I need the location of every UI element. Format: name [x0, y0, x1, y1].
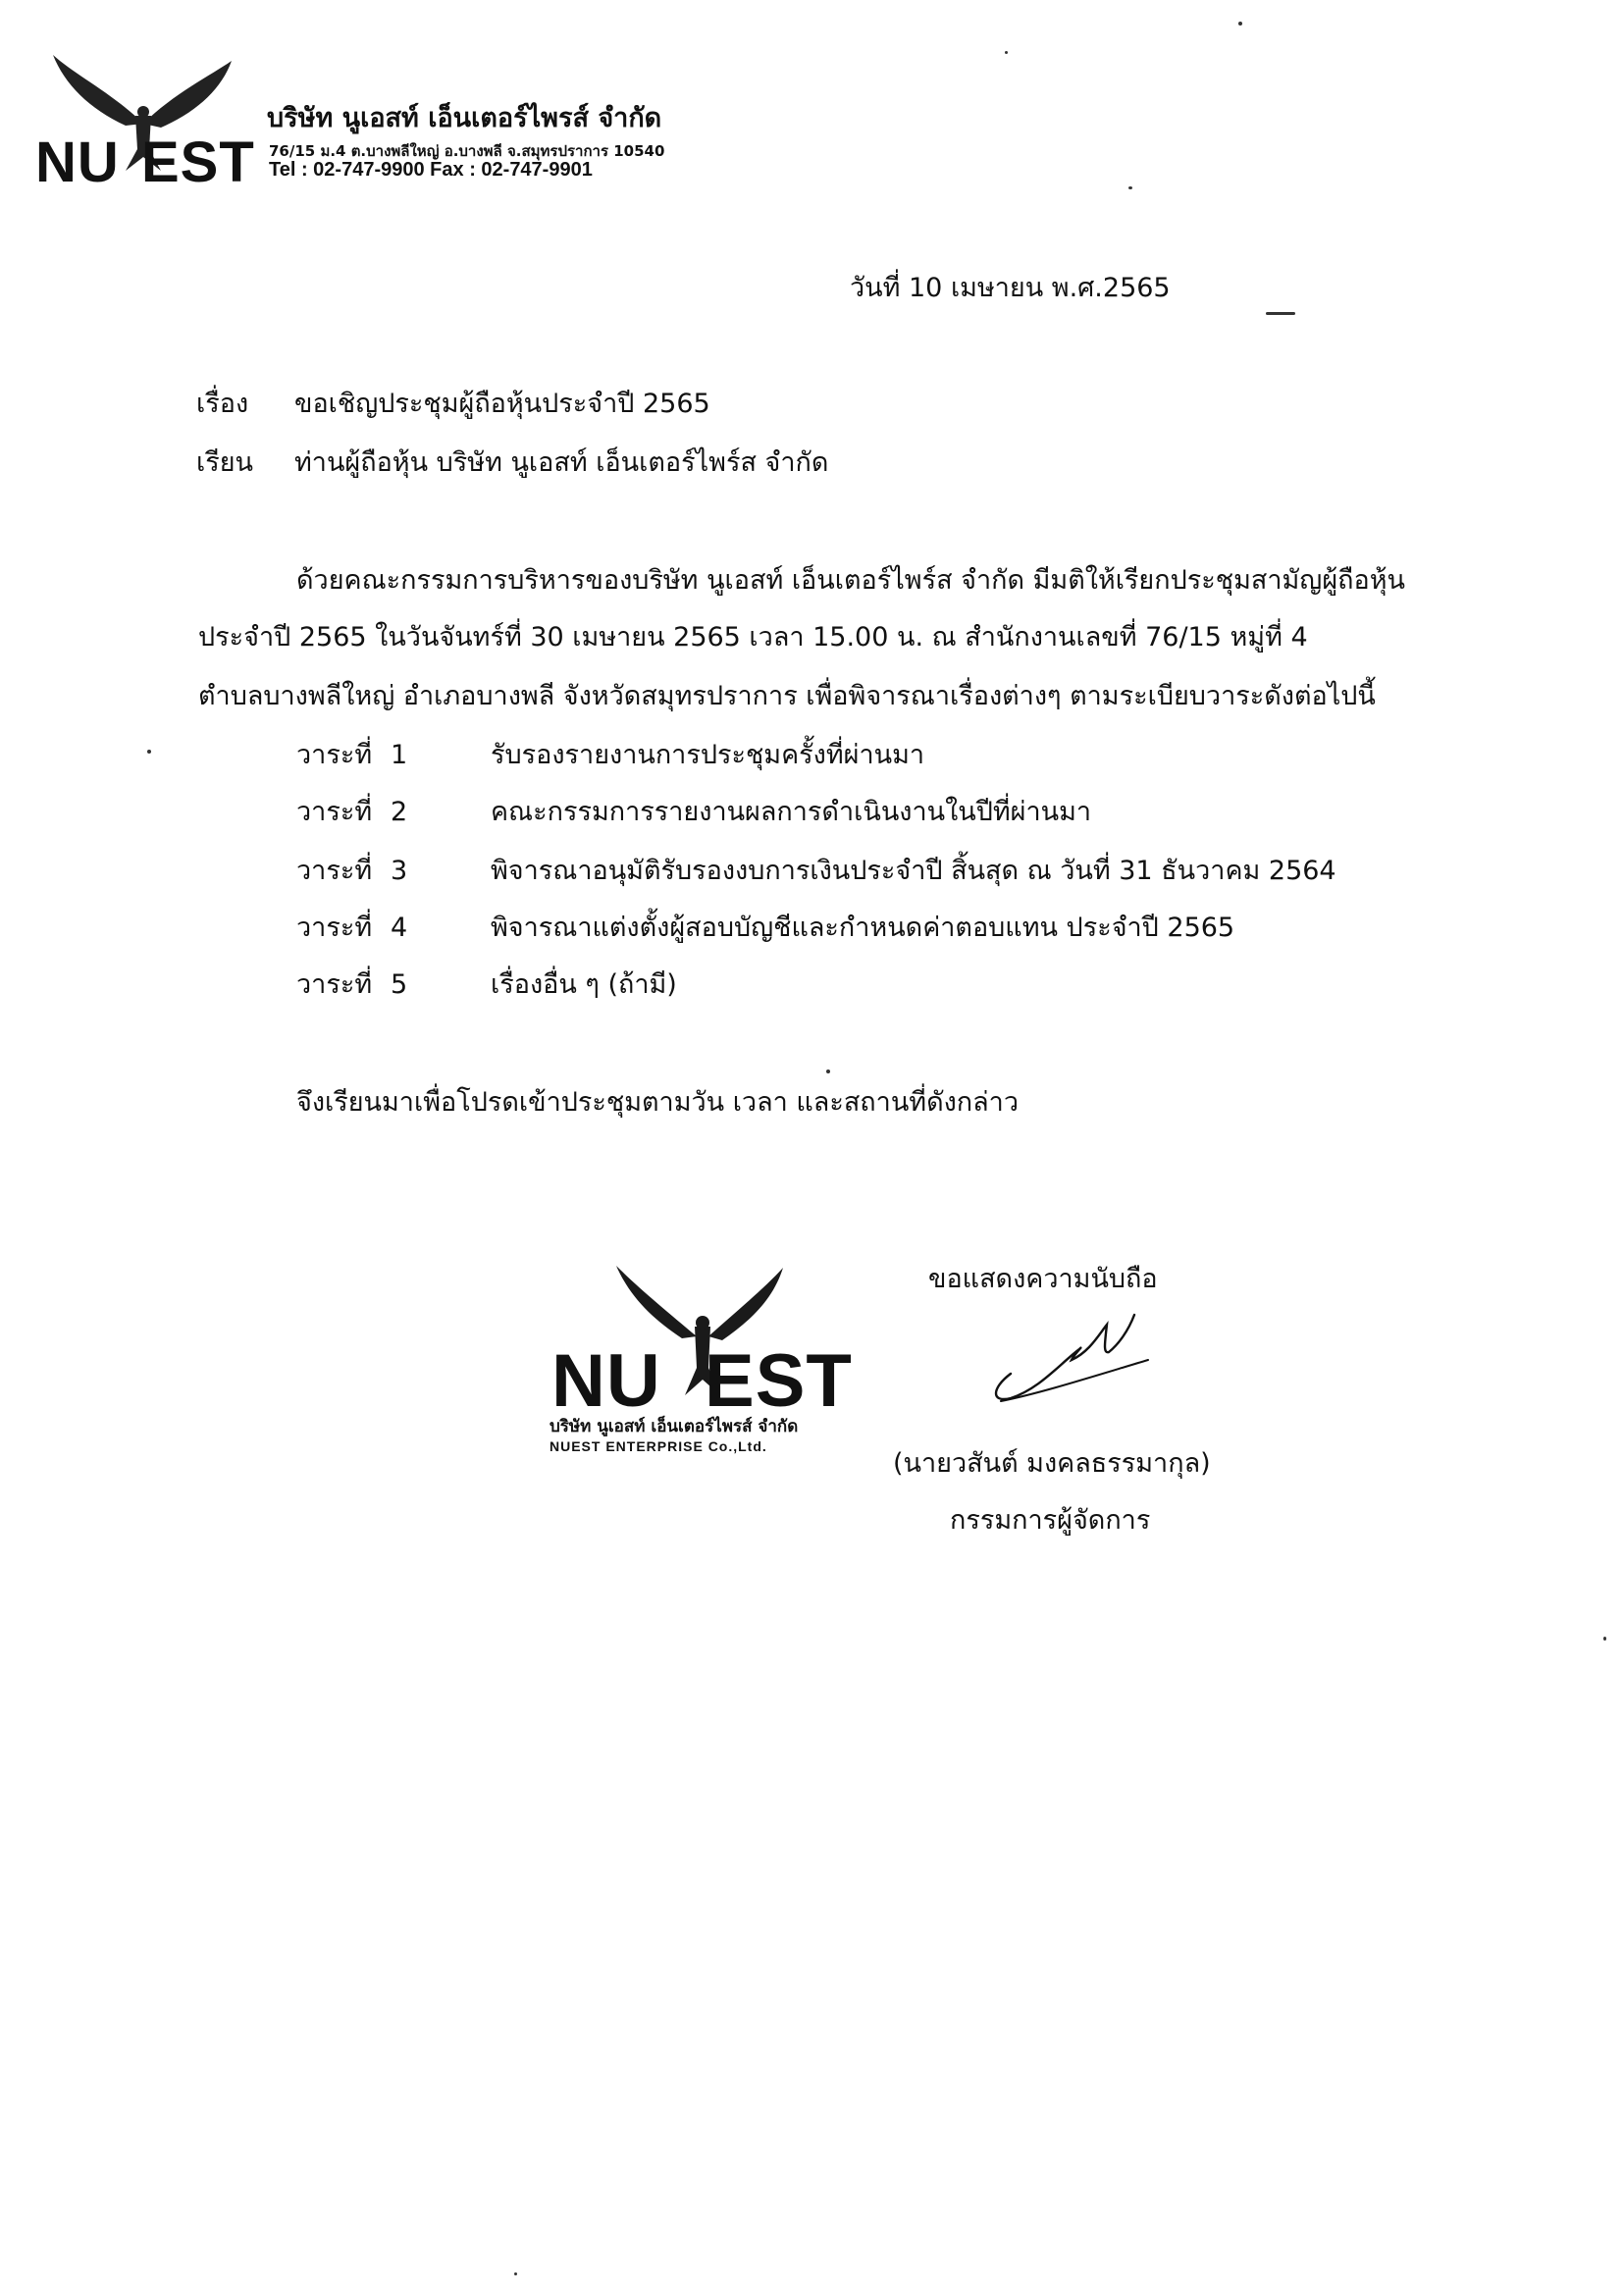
scan-speck	[1266, 312, 1295, 315]
signer-name: (นายวสันต์ มงคลธรรมากุล)	[893, 1448, 1211, 1479]
letterhead-contact: Tel : 02-747-9900 Fax : 02-747-9901	[269, 159, 593, 181]
agenda-number: 1	[391, 740, 408, 770]
logo-text-est: EST	[141, 130, 255, 194]
body-line-2: ประจำปี 2565 ในวันจันทร์ที่ 30 เมษายน 2565 เวลา 15.00 น. ณ สำนักงานเลขที่ 76/15 หมู่ที่ 4	[198, 622, 1308, 652]
agenda-number: 3	[391, 856, 408, 886]
letter-date: วันที่ 10 เมษายน พ.ศ.2565	[850, 273, 1171, 303]
scan-speck	[1005, 51, 1008, 54]
handwritten-signature	[981, 1295, 1158, 1423]
stamp-company-th: บริษัท นูเอสท์ เอ็นเตอร์ไพรส์ จำกัด	[550, 1417, 799, 1436]
scan-speck	[1238, 22, 1242, 26]
stamp-text-est: EST	[705, 1339, 853, 1423]
scan-speck	[147, 750, 151, 754]
agenda-label: วาระที่	[296, 797, 373, 827]
scan-speck	[1603, 1637, 1606, 1641]
agenda-text: รับรองรายงานการประชุมครั้งที่ผ่านมา	[491, 740, 925, 770]
agenda-text: คณะกรรมการรายงานผลการดำเนินงานในปีที่ผ่านมา	[491, 797, 1092, 827]
body-line-3: ตำบลบางพลีใหญ่ อำเภอบางพลี จังหวัดสมุทรปราการ เพื่อพิจารณาเรื่องต่างๆ ตามระเบียบวาระดังต่อไปนี้	[198, 681, 1376, 711]
agenda-label: วาระที่	[296, 740, 373, 770]
agenda-number: 2	[391, 797, 408, 827]
agenda-label: วาระที่	[296, 856, 373, 886]
regards-text: ขอแสดงความนับถือ	[928, 1264, 1158, 1294]
stamp-text-nu: NU	[551, 1339, 661, 1423]
logo-text-nu: NU	[35, 130, 120, 194]
recipient-label: เรียน	[196, 447, 254, 478]
recipient-value: ท่านผู้ถือหุ้น บริษัท นูเอสท์ เอ็นเตอร์ไพร์ส จำกัด	[294, 447, 829, 478]
agenda-label: วาระที่	[296, 969, 373, 1000]
agenda-number: 5	[391, 969, 408, 1000]
agenda-text: พิจารณาอนุมัติรับรองงบการเงินประจำปี สิ้นสุด ณ วันที่ 31 ธันวาคม 2564	[491, 856, 1336, 886]
scan-speck	[1128, 186, 1132, 189]
agenda-label: วาระที่	[296, 913, 373, 943]
agenda-text: พิจารณาแต่งตั้งผู้สอบบัญชีและกำหนดค่าตอบแทน ประจำปี 2565	[491, 913, 1235, 943]
letterhead-address: 76/15 ม.4 ต.บางพลีใหญ่ อ.บางพลี จ.สมุทรปราการ 10540	[269, 142, 665, 160]
company-logo	[35, 55, 255, 194]
body-line-1: ด้วยคณะกรรมการบริหารของบริษัท นูเอสท์ เอ็นเตอร์ไพร์ส จำกัด มีมติให้เรียกประชุมสามัญผู้ถือหุ้น	[296, 565, 1405, 596]
agenda-text: เรื่องอื่น ๆ (ถ้ามี)	[491, 969, 677, 1000]
subject-label: เรื่อง	[196, 389, 249, 419]
letterhead-company-name: บริษัท นูเอสท์ เอ็นเตอร์ไพรส์ จำกัด	[267, 103, 662, 133]
subject-value: ขอเชิญประชุมผู้ถือหุ้นประจำปี 2565	[294, 389, 710, 419]
stamp-company-en: NUEST ENTERPRISE Co.,Ltd.	[550, 1438, 767, 1454]
agenda-number: 4	[391, 913, 408, 943]
scan-speck	[826, 1070, 830, 1073]
signer-title: กรรมการผู้จัดการ	[950, 1505, 1151, 1536]
closing-text: จึงเรียนมาเพื่อโปรดเข้าประชุมตามวัน เวลา และสถานที่ดังกล่าว	[296, 1087, 1020, 1118]
scan-speck	[514, 2272, 517, 2275]
